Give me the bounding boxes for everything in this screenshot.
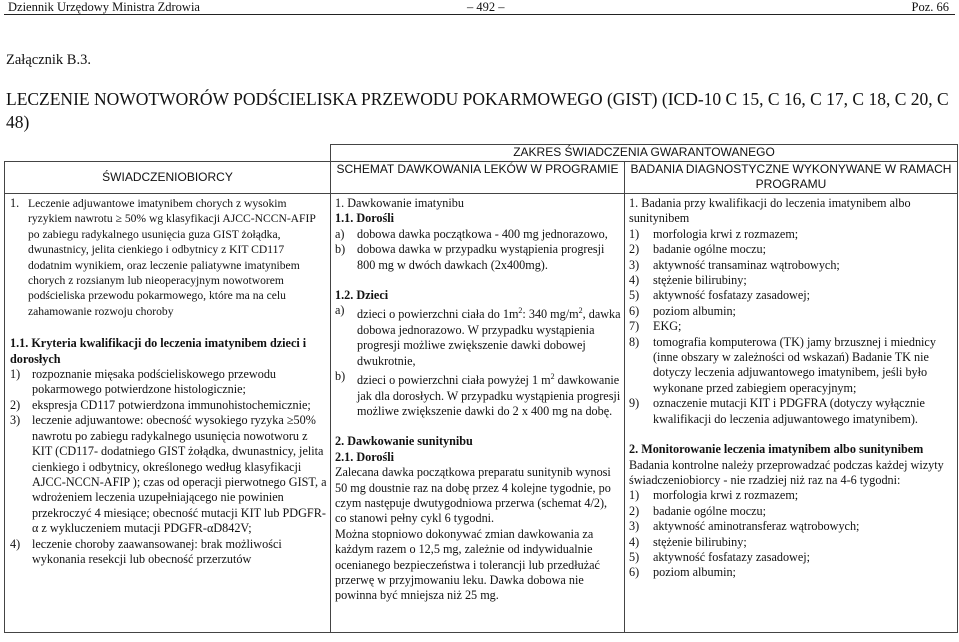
sunitinib-adults-heading: 2.1. Dorośli (335, 449, 395, 464)
children-heading: 1.2. Dzieci (335, 288, 389, 303)
list-item: 5) aktywność fosfatazy zasadowej; (629, 549, 811, 564)
patients-cell (5, 194, 331, 633)
journal-name: Dziennik Urzędowy Ministra Zdrowia (8, 0, 200, 14)
list-item: a) dobowa dawka początkowa - 400 mg jednorazowo, (335, 226, 608, 241)
list-item: 9) oznaczenie mutacji KIT i PDGFRA (dotyczy wyłącznie kwalifikacji do leczenia adjuwantowego imatynibem). (629, 396, 925, 426)
list-item: 1) morfologia krwi z rozmazem; (629, 488, 799, 503)
list-item: 2) badanie ogólne moczu; (629, 242, 767, 257)
monitoring-list (629, 488, 954, 580)
adults-heading: 1.1. Dorośli (335, 211, 395, 226)
col-header-patients: ŚWIADCZENIOBIORCY (5, 162, 331, 194)
col-header-dosing: SCHEMAT DAWKOWANIA LEKÓW W PROGRAMIE (331, 162, 625, 194)
list-item: 3) leczenie adjuwantowe: obecność wysokiego ryzyka ≥50% nawrotu po zabiegu radykalnego usunięcia nowotworu z KIT (CD117- dodatniego GIST żołądka, dwunastnicy, jelita cienkiego i odbytnicy, określonego według klasyfikacji AJCC-NCCN-AFIP ); czas od operacji pierwotnego GIST, a wdrożeniem leczenia uzupełniającego nie powinien przekroczyć 4 miesiące; obecność mutacji KIT lub PDGFR-α z wykluczeniem mutacji PDGFR-αD842V; (10, 413, 327, 536)
list-item: 7) EKG; (629, 319, 682, 334)
sunitinib-paragraph-1: Zalecana dawka początkowa preparatu sunitynib wynosi 50 mg doustnie raz na dobę przez 4 kolejne tygodnie, po czym następuje dwutygodniowa przerwa (schemat 4/2), co stanowi pełny cykl 6 tygodni. (335, 465, 611, 526)
list-item: b) dzieci o powierzchni ciała powyżej 1 $m^2$ dawkowanie jak dla dorosłych. W przypadku wystąpienia progresji możliwe zwiększenie dawki do 2 x 400 mg na dobę. (335, 369, 621, 418)
criteria-heading: 1.1. Kryteria kwalifikacji do leczenia imatynibem dzieci i dorosłych (10, 336, 307, 366)
diagnostics-cell (625, 194, 958, 633)
list-item: a) dzieci o powierzchni ciała do $1m^2$: 340 $mg/m^2$, dawka dobowa jednorazowo. W przypadku wystąpienia progresji możliwe zwiększenie dawki dobowej dwukrotnie, (335, 303, 621, 368)
list-item: 4) stężenie bilirubiny; (629, 273, 747, 288)
list-item: b) dobowa dawka w przypadku wystąpienia progresji 800 mg w dwóch dawkach (2x400mg). (335, 242, 605, 272)
blank-header-cell (5, 145, 331, 162)
sunitinib-heading: 2. Dawkowanie sunitynibu (335, 434, 473, 449)
monitoring-paragraph: Badania kontrolne należy przeprowadzać podczas każdej wizyty świadczeniobiorcy - nie rzadziej niż raz na 4-6 tygodni: (629, 457, 944, 487)
list-item: 2) badanie ogólne moczu; (629, 503, 767, 518)
dosing-cell (331, 194, 625, 633)
list-item: 1) morfologia krwi z rozmazem; (629, 226, 799, 241)
program-table (4, 144, 958, 633)
imatinib-heading: 1. Dawkowanie imatynibu (335, 196, 464, 210)
group-header: ZAKRES ŚWIADCZENIA GWARANTOWANEGO (331, 145, 958, 162)
col-header-diagnostics: BADANIA DIAGNOSTYCZNE WYKONYWANE W RAMACH PROGRAMU (625, 162, 958, 194)
page-number: – 492 – (467, 0, 505, 14)
qualification-tests-list (629, 227, 954, 427)
indication-paragraph: 1. Leczenie adjuwantowe imatynibem chorych z wysokim ryzykiem nawrotu ≥ 50% wg klasyfikacji AJCC-NCCN-AFIP po zabiegu radykalnego usunięcia guza GIST żołądka, dwunastnicy, jelita cienkiego i odbytnicy z KIT CD117 dodatnim wynikiem, oraz leczenie paliatywne imatynibem chorych z rozsianym lub nieoperacyjnym nowotworem podścieliska przewodu pokarmowego, które ma na celu zahamowanie rozwoju choroby (10, 196, 316, 318)
list-item: 2) ekspresja CD117 potwierdzona immunohistochemicznie; (10, 397, 311, 412)
list-item: 6) poziom albumin; (629, 303, 736, 318)
list-item: 4) leczenie choroby zaawansowanej: brak możliwości wykonania resekcji lub obecność przerzutów (10, 536, 282, 566)
document-title: LECZENIE NOWOTWORÓW PODŚCIELISKA PRZEWODU POKARMOWEGO (GIST) (ICD-10 C 15, C 16, C 17, C 18, C 20, C 48) (6, 89, 949, 132)
criteria-list (10, 367, 327, 567)
list-item: 6) poziom albumin; (629, 565, 736, 580)
list-item: 5) aktywność fosfatazy zasadowej; (629, 288, 811, 303)
monitoring-heading: 2. Monitorowanie leczenia imatynibem albo sunitynibem (629, 442, 924, 457)
annex-label: Załącznik B.3. (6, 52, 91, 68)
list-item: 4) stężenie bilirubiny; (629, 534, 747, 549)
list-item: 8) tomografia komputerowa (TK) jamy brzusznej i miednicy (inne obszary w zależności od wskazań) Badanie TK nie dotyczy leczenia adjuwantowego imatynibem, jeśli było wykonane przed zabiegiem operacyjnym; (629, 334, 936, 395)
item-number: Poz. 66 (911, 0, 949, 14)
list-item: 3) aktywność transaminaz wątrobowych; (629, 257, 840, 272)
sunitinib-paragraph-2: Można stopniowo dokonywać zmian dawkowania za każdym razem o 12,5 mg, zależnie od indywidualnie ocenianego bezpieczeństwa i tolerancji lub przedłużać przerwę w przyjmowaniu leku. Dawka dobowa nie powinna być mniejsza niż 25 mg. (335, 526, 600, 603)
list-item: 1) rozpoznanie mięsaka podścieliskowego przewodu pokarmowego potwierdzone histologicznie; (10, 367, 277, 397)
header-rule (4, 14, 955, 15)
list-item: 3) aktywność aminotransferaz wątrobowych; (629, 519, 860, 534)
qualification-tests-heading: 1. Badania przy kwalifikacji do leczenia imatynibem albo sunitynibem (629, 196, 911, 226)
